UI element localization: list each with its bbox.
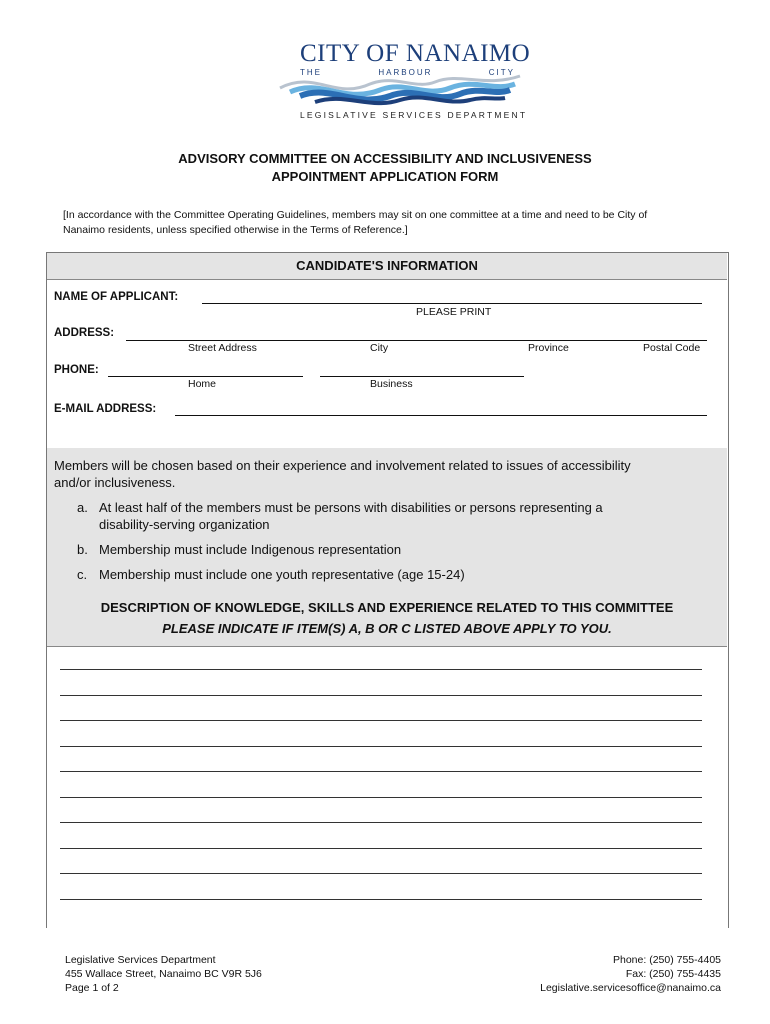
name-hint: PLEASE PRINT <box>416 306 492 318</box>
writing-line[interactable] <box>60 899 702 900</box>
list-item-a-line1: At least half of the members must be persons with disabilities or persons representing a <box>99 500 603 515</box>
form-title-line2: APPOINTMENT APPLICATION FORM <box>271 169 499 184</box>
footer-email-link[interactable]: Legislative.servicesoffice@nanaimo.ca <box>540 982 721 994</box>
logo-tagline-word: CITY <box>488 68 515 77</box>
name-field[interactable] <box>202 303 702 304</box>
footer-left <box>65 953 262 995</box>
writing-line[interactable] <box>60 797 702 798</box>
logo-tagline-word: THE <box>300 68 322 77</box>
description-title: DESCRIPTION OF KNOWLEDGE, SKILLS AND EXPERIENCE RELATED TO THIS COMMITTEE <box>100 600 674 615</box>
guideline-note-line2: Nanaimo residents, unless specified otherwise in the Terms of Reference.] <box>63 224 408 236</box>
postal-code-hint: Postal Code <box>643 342 701 354</box>
home-phone-field[interactable] <box>108 376 303 377</box>
email-field[interactable] <box>175 415 707 416</box>
membership-intro-line1: Members will be chosen based on their experience and involvement related to issues of accessibility <box>54 458 631 473</box>
list-marker: c. <box>77 567 88 582</box>
writing-line[interactable] <box>60 669 702 670</box>
logo-tagline-word: HARBOUR <box>378 68 433 77</box>
guideline-note-line1: [In accordance with the Committee Operating Guidelines, members may sit on one committee at a time and need to be City of <box>63 209 648 221</box>
address-field[interactable] <box>126 340 707 341</box>
home-phone-hint: Home <box>188 378 217 390</box>
form-title-line1: ADVISORY COMMITTEE ON ACCESSIBILITY AND INCLUSIVENESS <box>178 151 592 166</box>
address-label: ADDRESS: <box>54 327 115 339</box>
list-marker: b. <box>77 542 88 557</box>
street-address-hint: Street Address <box>188 342 257 354</box>
list-marker: a. <box>77 500 88 515</box>
business-phone-field[interactable] <box>320 376 524 377</box>
footer-page-number: Page 1 of 2 <box>65 982 119 994</box>
list-item-a-line2: disability-serving organization <box>99 517 270 532</box>
description-subtitle: PLEASE INDICATE IF ITEM(S) A, B OR C LISTED ABOVE APPLY TO YOU. <box>162 621 612 636</box>
business-phone-hint: Business <box>370 378 413 390</box>
writing-line[interactable] <box>60 822 702 823</box>
membership-intro-line2: and/or inclusiveness. <box>54 475 176 490</box>
logo-waves-icon <box>275 70 525 110</box>
logo-title: CITY OF NANAIMO <box>300 40 531 67</box>
writing-line[interactable] <box>60 695 702 696</box>
logo-department: LEGISLATIVE SERVICES DEPARTMENT <box>300 110 528 120</box>
footer-right <box>540 953 721 995</box>
footer-department: Legislative Services Department <box>65 954 216 966</box>
province-hint: Province <box>528 342 569 354</box>
candidate-section-header <box>47 253 727 280</box>
footer-fax: Fax: (250) 755-4435 <box>625 968 721 980</box>
writing-line[interactable] <box>60 746 702 747</box>
city-hint: City <box>370 342 389 354</box>
writing-line[interactable] <box>60 720 702 721</box>
name-label: NAME OF APPLICANT: <box>54 291 179 303</box>
list-item-c: Membership must include one youth representative (age 15-24) <box>99 567 465 582</box>
writing-line[interactable] <box>60 873 702 874</box>
candidate-header-text: CANDIDATE'S INFORMATION <box>296 258 478 273</box>
phone-label: PHONE: <box>54 364 99 376</box>
list-item-b: Membership must include Indigenous representation <box>99 542 402 557</box>
email-label: E-MAIL ADDRESS: <box>54 403 157 415</box>
writing-line[interactable] <box>60 771 702 772</box>
writing-line[interactable] <box>60 848 702 849</box>
footer-address: 455 Wallace Street, Nanaimo BC V9R 5J6 <box>65 968 262 980</box>
footer-phone: Phone: (250) 755-4405 <box>613 954 721 966</box>
